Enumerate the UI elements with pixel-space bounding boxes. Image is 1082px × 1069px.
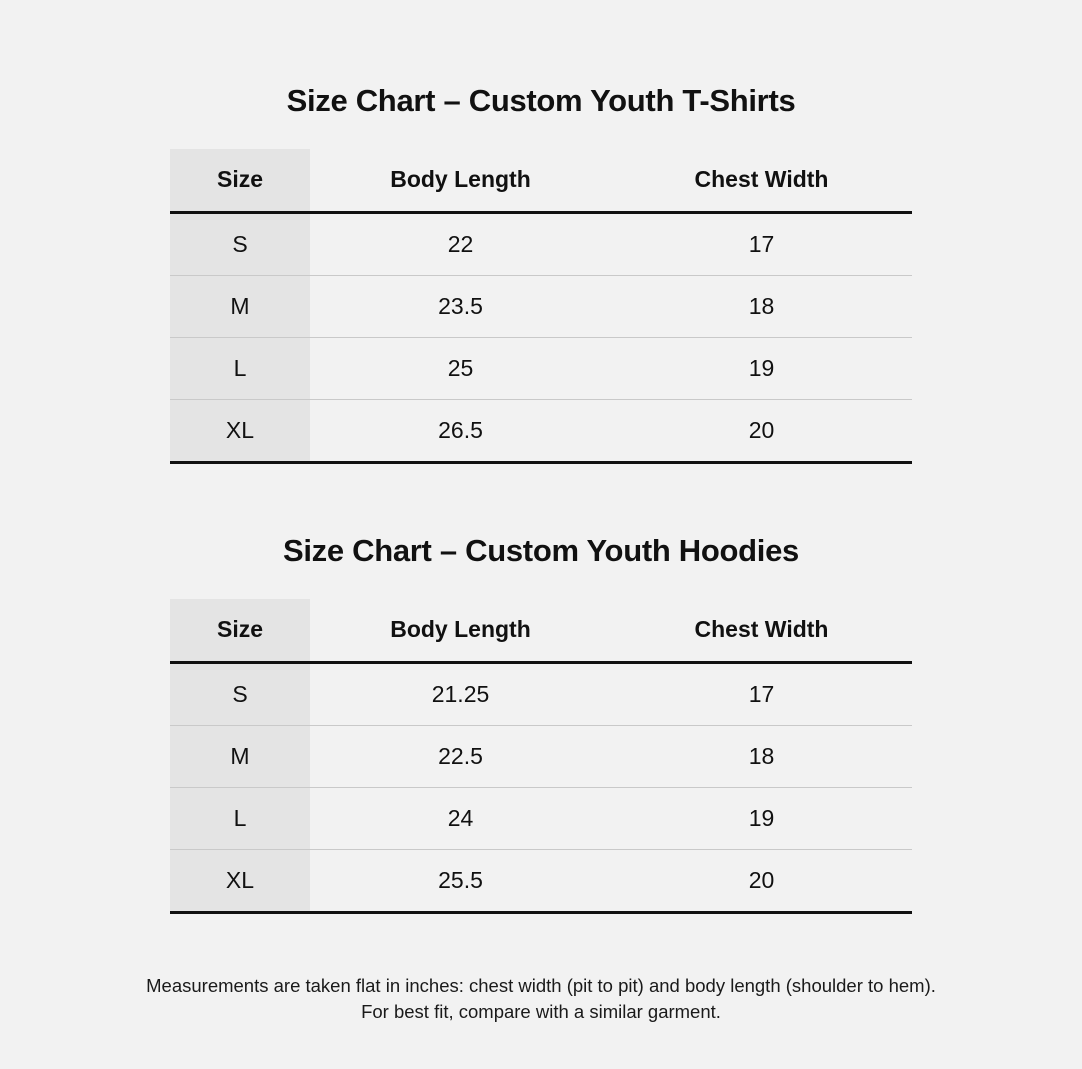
page-title-hoodies: Size Chart – Custom Youth Hoodies — [282, 532, 799, 568]
table-header-row — [170, 149, 912, 213]
column-header-size: Size — [170, 599, 310, 663]
cell-chest-width: 18 — [748, 742, 775, 769]
cell-body-length: 26.5 — [438, 416, 483, 443]
cell-body-length: 25.5 — [438, 866, 483, 893]
cell-chest-width: 20 — [748, 866, 775, 893]
cell-size: XL — [170, 399, 310, 462]
table-row — [170, 787, 912, 849]
table-row — [170, 337, 912, 399]
column-header-chest-width: Chest Width — [694, 616, 829, 643]
table-row — [170, 212, 912, 275]
column-header-chest-width: Chest Width — [694, 166, 829, 193]
cell-size: L — [170, 787, 310, 849]
measurement-note-line-1: Measurements are taken flat in inches: chest width (pit to pit) and body length (shoulder to hem). — [146, 974, 936, 996]
size-table-hoodies — [170, 599, 912, 914]
cell-size: M — [170, 725, 310, 787]
cell-body-length: 25 — [447, 354, 474, 381]
table-row — [170, 849, 912, 912]
size-chart-block-tshirts — [0, 21, 1082, 464]
column-header-size: Size — [170, 149, 310, 213]
cell-body-length: 21.25 — [431, 680, 490, 707]
cell-size: XL — [170, 849, 310, 912]
column-header-body-length: Body Length — [390, 616, 531, 643]
cell-chest-width: 20 — [748, 416, 775, 443]
measurement-note — [0, 973, 1082, 1025]
table-header-hoodies — [170, 599, 912, 663]
size-chart-block-hoodies — [0, 485, 1082, 914]
table-body-hoodies — [170, 662, 912, 912]
table-row — [170, 725, 912, 787]
cell-chest-width: 17 — [748, 680, 775, 707]
cell-body-length: 22.5 — [438, 742, 483, 769]
size-table-tshirts — [170, 149, 912, 464]
table-header-tshirts — [170, 149, 912, 213]
table-body-tshirts — [170, 212, 912, 462]
cell-chest-width: 19 — [748, 804, 775, 831]
table-row — [170, 662, 912, 725]
size-chart-page — [0, 21, 1082, 1069]
table-row — [170, 275, 912, 337]
page-title-tshirts: Size Chart – Custom Youth T-Shirts — [286, 82, 796, 118]
table-row — [170, 399, 912, 462]
cell-body-length: 22 — [447, 230, 474, 257]
cell-chest-width: 18 — [748, 292, 775, 319]
cell-size: S — [170, 212, 310, 275]
cell-size: S — [170, 662, 310, 725]
table-header-row — [170, 599, 912, 663]
cell-chest-width: 17 — [748, 230, 775, 257]
cell-size: M — [170, 275, 310, 337]
cell-chest-width: 19 — [748, 354, 775, 381]
cell-body-length: 24 — [447, 804, 474, 831]
cell-size: L — [170, 337, 310, 399]
cell-body-length: 23.5 — [438, 292, 483, 319]
measurement-note-line-2: For best fit, compare with a similar garment. — [361, 1000, 721, 1022]
column-header-body-length: Body Length — [390, 166, 531, 193]
